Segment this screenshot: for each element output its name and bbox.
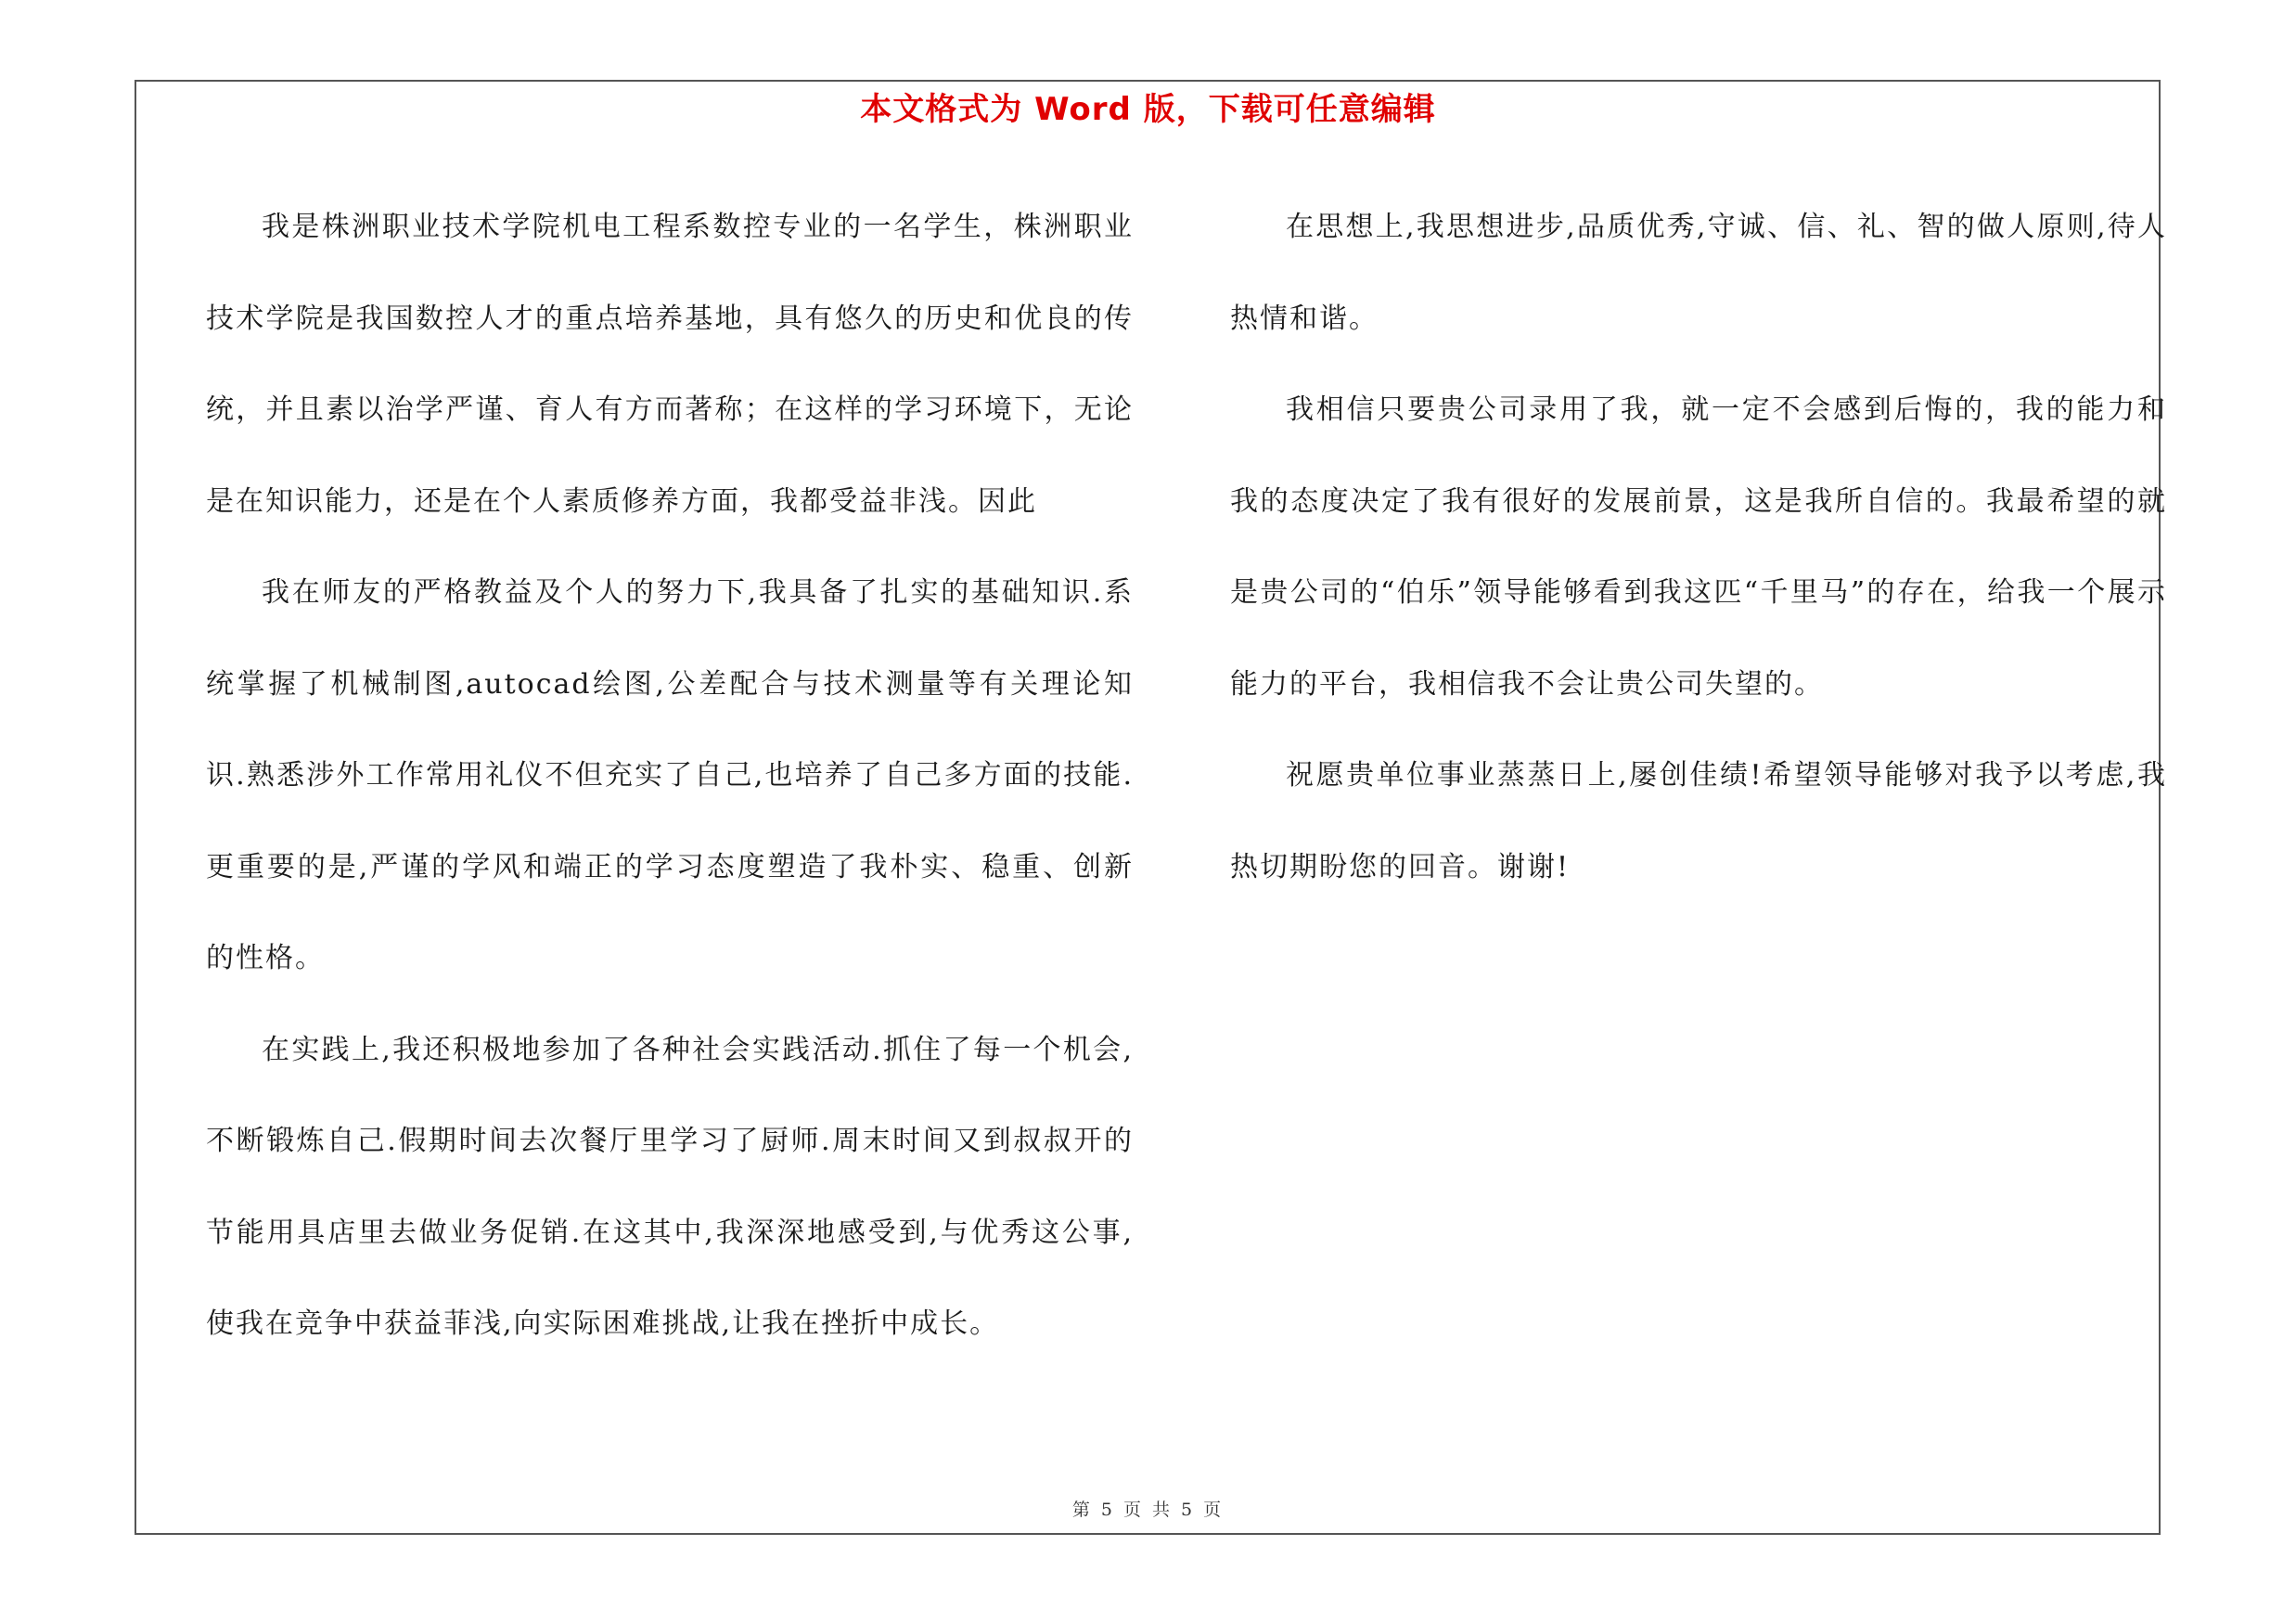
paragraph-character: 在思想上,我思想进步,品质优秀,守诚、信、礼、智的做人原则,待人热情和谐。 xyxy=(1230,211,2167,335)
paragraph-intro: 我是株洲职业技术学院机电工程系数控专业的一名学生，株洲职业技术学院是我国数控人才的重点培养基地，具有悠久的历史和优良的传统，并且素以治学严谨、育人有方而著称；在这样的学习环境下，无论是在知识能力，还是在个人素质修养方面，我都受益非浅。因此 xyxy=(206,211,1134,518)
paragraph-skills: 我在师友的严格教益及个人的努力下,我具备了扎实的基础知识.系统掌握了机械制图,autocad绘图,公差配合与技术测量等有关理论知识.熟悉涉外工作常用礼仪不但充实了自己,也培养了自己多方面的技能.更重要的是,严谨的学风和端正的学习态度塑造了我朴实、稳重、创新的性格。 xyxy=(206,576,1134,974)
format-banner: 本文格式为 Word 版，下载可任意编辑 xyxy=(860,91,1436,128)
paragraph-practice: 在实践上,我还积极地参加了各种社会实践活动.抓住了每一个机会,不断锻炼自己.假期时间去次餐厅里学习了厨师.周末时间又到叔叔开的节能用具店里去做业务促销.在这其中,我深深地感受到,与优秀这公事,使我在竞争中获益菲浅,向实际困难挑战,让我在挫折中成长。 xyxy=(206,1033,1134,1340)
paragraph-closing: 祝愿贵单位事业蒸蒸日上,屡创佳绩!希望领导能够对我予以考虑,我热切期盼您的回音。谢谢! xyxy=(1230,759,2167,883)
page-number-footer: 第 5 页 共 5 页 xyxy=(1071,1500,1225,1520)
left-column xyxy=(206,182,1134,1371)
paragraph-confidence: 我相信只要贵公司录用了我，就一定不会感到后悔的，我的能力和我的态度决定了我有很好的发展前景，这是我所自信的。我最希望的就是贵公司的“伯乐”领导能够看到我这匹“千里马”的存在，给我一个展示能力的平台，我相信我不会让贵公司失望的。 xyxy=(1230,393,2167,701)
right-column xyxy=(1230,182,2167,913)
